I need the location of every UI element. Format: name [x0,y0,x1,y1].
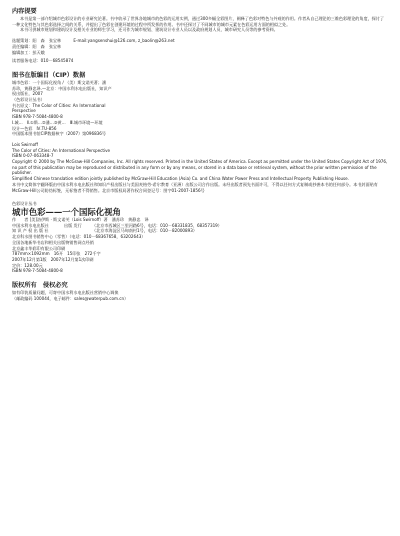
cip-line: ISBN 978-7-5084-4800-8 [12,114,63,120]
summary-heading: 内容提要 [12,8,37,15]
copyright-section [12,142,388,193]
planner-line: 选题策划：阳 森 张宝林 E-mail:yangsenshui@126.com, z_baolin@263.net [12,38,175,44]
publisher-role: 出版 发行 [64,222,82,228]
publisher-address: （北京市海淀区马甸南村1号，电话：010－82000893） [92,228,197,234]
isbn-line: ISBN 978-7-5084-4800-8 [12,268,63,274]
publisher-name: 知 识 产 权 出 版 社 [12,228,49,234]
detail-line: 全国各地新华书店和相关出版物销售网点经销 [12,239,94,245]
author-name: Lois Swirnoff [12,141,38,147]
original-isbn: ISBN 0-07-063348-7 [12,153,54,159]
summary-paragraph-1: 本书是第一部介绍城市色彩设计的专业研究论著。书中收录了世界各地城市的色彩的运用实例，通过300多幅全彩图片，阐释了色彩对特色与外观的作用。作者从自己理论的三维色彩理论的角度，探讨了一种文化特色与其色彩选择之间的关系，并提出了色彩在创建环境的过程中所发挥的作用。书中还探讨了不同城市的城市元素在色彩运用方面的相似之处。 [12,16,384,27]
publisher-address: （北京市西城区三里河路6号，电话：010－68331835、68357319） [92,222,222,228]
detail-line: 787mm×1092mm 16开 15印张 272千字 [12,251,101,257]
book-title: 城市色彩——一个国际化视角 [12,206,121,217]
summary-paragraph-2: 本书可供城市规划和建筑设计及相关专业的师生学习，还可作为城市规划、建筑设计专业人员以及政府规划人员、城市研究人员等的参考资料。 [20,27,278,33]
publisher-block [12,223,388,234]
cip-line: Perspective [12,108,36,114]
rights-line: 如有印装质量问题，可寄中国水利水电出版社营销中心调换 [12,290,119,296]
credits-value: [美]洛伊斯 · 斯文诺芙（Lois Swirnoff）著 潘苏珍 黄静忠 译 [29,216,149,222]
cip-line: 权出版社，2007 [12,91,43,97]
cip-line: 城市色彩：一个国际化视角 / （美）斯文诺芙著；潘 [12,79,107,85]
summary-section [12,8,388,64]
copyeditor-line: 编辑加工：彭天娥 [12,49,45,55]
cip-heading: 图书在版编目（CIP）数据 [12,71,86,79]
detail-line: 北京科水图书销售中心（零售）（电话：010－68367658，63202643） [12,234,146,240]
cip-line: 中国版本图书馆CIP数据核字（2007）第096836号 [12,131,106,137]
cip-line: （色彩设计丛书） [12,97,45,103]
rights-line: （邮政编码 100044，电子邮件：sales@waterpub.com.cn） [12,295,129,301]
detail-line: 北京鑫丰华彩印有限公司印刷 [12,245,66,251]
copyright-notice-en: Copyright © 2000 by The McGraw-Hill Companies, Inc. All rights reserved. Printed in the United States of America. Except as permitted under the United States Copyright Act of 1976, no part of this publication may be reproduced or distributed in any form or by any means, or stored in a data base or retrieval system, without the prior written permission of the publisher. [12,159,388,176]
cip-line: Ⅰ.城… Ⅱ.①斯…②潘…③黄… Ⅲ.城市环境—环境 [12,119,103,125]
editor-line: 责任编辑：阳 森 张宝林 [12,43,62,49]
cip-line: 书名原文：The Color of Cities: An International [12,102,106,108]
copyright-notice-zh: 本书中文简体字翻译版由中国水利水电出版社和知识产权出版社与美国麦格劳-希尔教育（亚洲）出版公司合作出版。未经出版者预先书面许可，不得以任何方式复制或抄袭本书的任何部分。本书封面贴有McGraw-Hill公司防伪标签，无标签者不得销售。北京市版权局著作权合同登记号：图字01-2007-1856号 [12,181,378,193]
cip-section [12,72,232,137]
cip-line: 设计—色彩 Ⅳ.TU-856 [12,125,57,131]
series-name: 色彩设计丛书 [12,201,37,207]
detail-line: 2007年12月第1版 2007年12月第1次印刷 [12,256,94,262]
rights-footer [12,282,388,301]
publisher-name: 中国水利水电出版社 [12,222,49,228]
hotline-line: 读者服务电话：010－68545874 [12,58,74,64]
translation-notice-en: Simplified Chinese translation edition jointly published by McGraw-Hill Education (Asia) Co. and China Water Power Press and Intellectual Property Publishing House. [12,176,350,182]
book-info-section [12,201,388,274]
credits-label: 作 者 [12,216,29,222]
cip-line: 苏珍，黄静忠译.—北京：中国水利水电出版社，知识产 [12,85,112,91]
original-title: The Color of Cities: An International Perspective [12,147,111,153]
price-line: 定价：128.00元 [12,262,43,268]
rights-heading: 版权所有 侵权必究 [12,282,68,290]
